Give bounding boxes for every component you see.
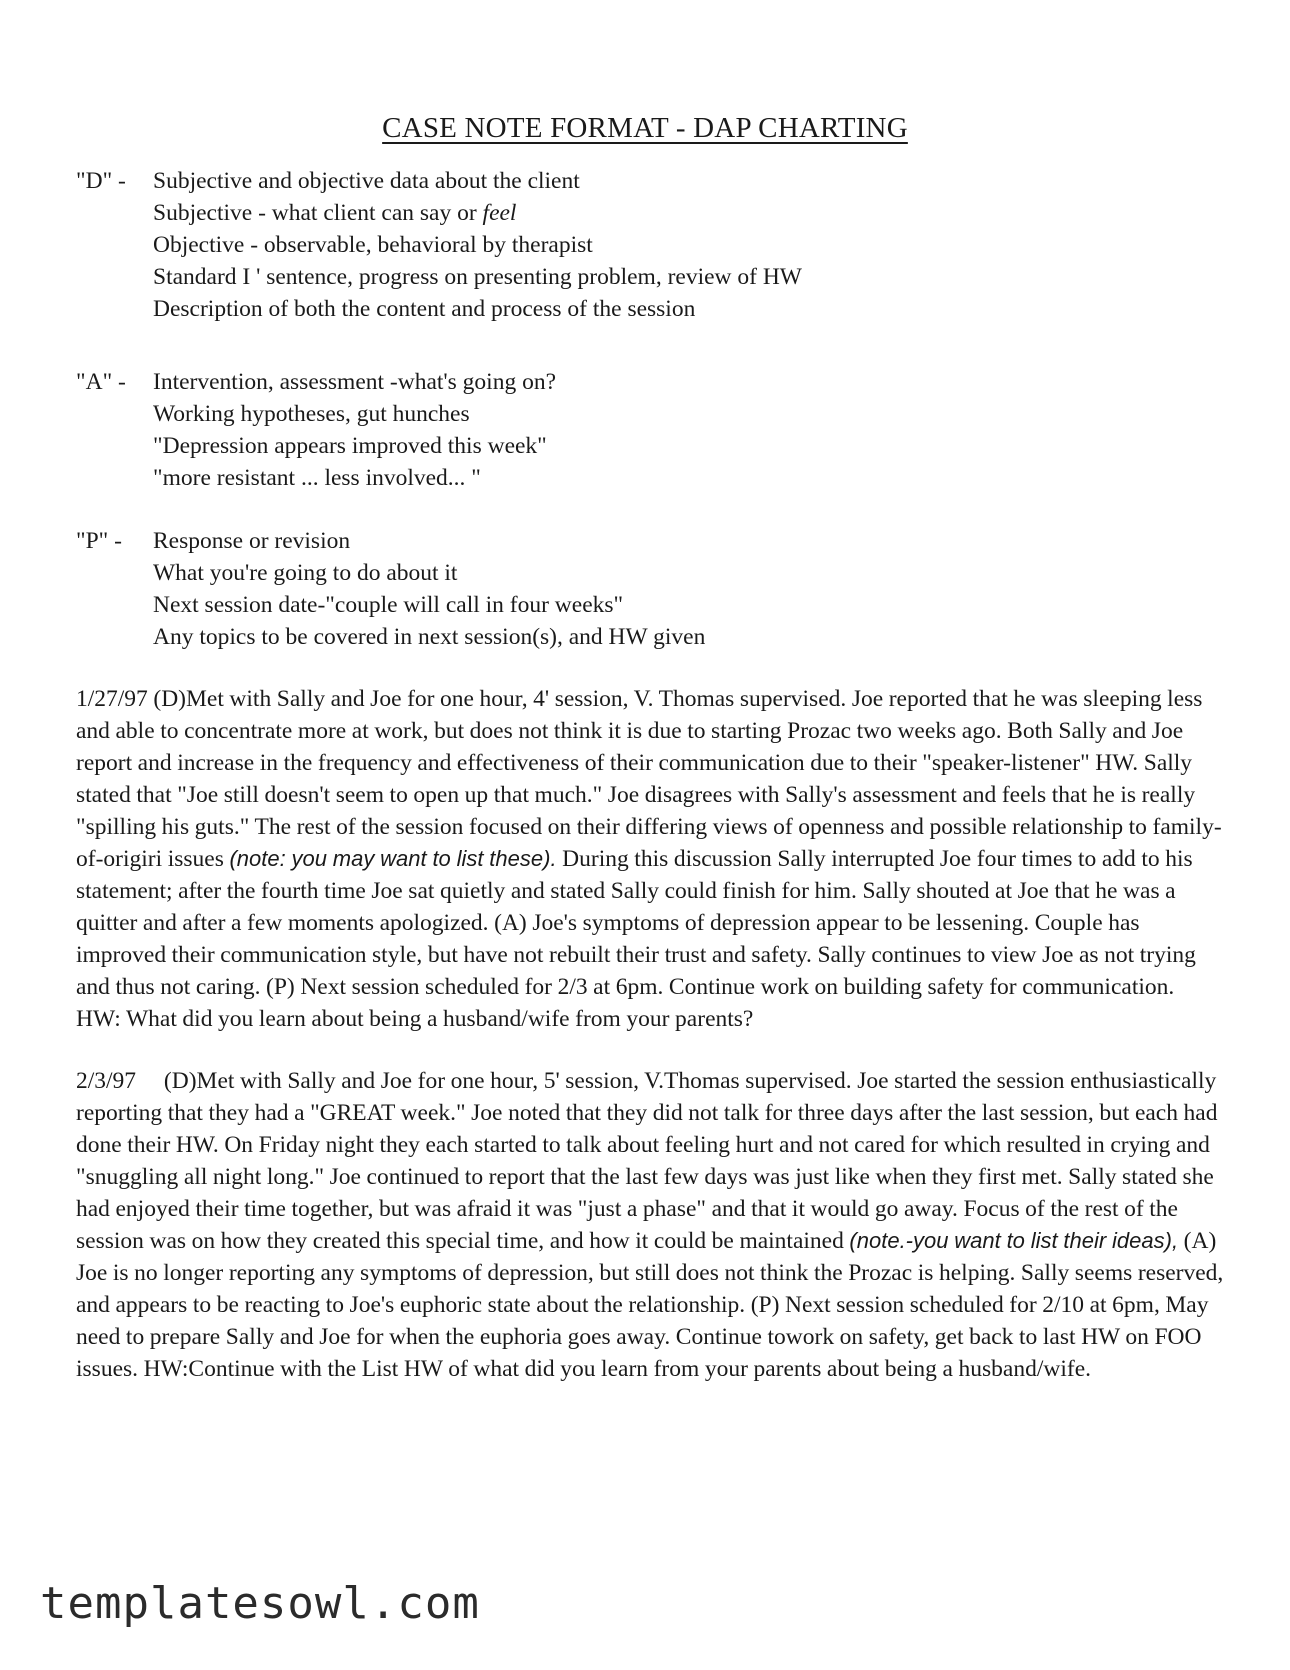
case-note-text: 2/3/97 (D)Met with Sally and Joe for one hour, 5' session, V.Thomas supervised. Joe started the session enthusiastically reporting that they had a "GREAT week." Joe noted that they did not talk for three days after the last session, but each had done their HW. On Friday night they each started to talk about feeling hurt and not cared for which resulted in crying and "snuggling all night long." Joe continued to report that the last few days was just like when they first met. Sally stated she had enjoyed their time together, but was afraid it was "just a phase" and that it would go away. Focus of the rest of the session was on how they created this special time, and how it could be maintained (76, 1068, 1218, 1254)
definition-line: Description of both the content and process of the session (153, 296, 696, 322)
definition-line-subjective: Subjective - what client can say or feel (153, 200, 517, 226)
definition-d (76, 165, 1216, 325)
definition-line: Intervention, assessment -what's going on? (153, 369, 556, 395)
definition-line: Next session date-"couple will call in four weeks" (153, 592, 624, 618)
definition-line: Objective - observable, behavioral by therapist (153, 232, 593, 258)
definition-line: Any topics to be covered in next session(s), and HW given (153, 624, 706, 650)
definition-key-d: "D" - (76, 168, 126, 194)
case-note-text: 1/27/97 (D)Met with Sally and Joe for one hour, 4' session, V. Thomas supervised. Joe reported that he was sleeping less and able to concentrate more at work, but does not think it is due to starting Prozac two weeks ago. Both Sally and Joe report and increase in the frequency and effectiveness of their communication due to their "speaker-listener" HW. Sally stated that "Joe still doesn't seem to open up that much." Joe disagrees with Sally's assessment and feels that he is really "spilling his guts." The rest of the session focused on their differing views of openness and possible relationship to family-of-origiri issues (76, 686, 1222, 872)
definition-key-p: "P" - (76, 528, 122, 554)
definition-p (76, 525, 1216, 653)
definition-line: Subjective and objective data about the client (153, 168, 580, 194)
definition-key-a: "A" - (76, 369, 126, 395)
case-note-text: (A) Joe is no longer reporting any symptoms of depression, but still does not think the Prozac is helping. Sally seems reserved, and appears to be reacting to Joe's euphoric state about the relationship. (P) Next session scheduled for 2/10 at 6pm, May need to prepare Sally and Joe for when the euphoria goes away. Continue towork on safety, get back to last HW on FOO issues. HW:Continue with the List HW of what did you learn from your parents about being a husband/wife. (76, 1228, 1224, 1382)
definition-line: Standard I ' sentence, progress on presenting problem, review of HW (153, 264, 802, 290)
definition-line: "more resistant ... less involved... " (153, 465, 481, 491)
definition-line: Response or revision (153, 528, 351, 554)
case-note-italic: (note: you may want to list these). (229, 846, 557, 871)
feel-word: feel (482, 200, 517, 226)
case-note-1 (76, 683, 1224, 1035)
case-note-italic: (note.-you want to list their ideas), (849, 1228, 1179, 1253)
definition-line: Working hypotheses, gut hunches (153, 401, 470, 427)
definition-line: What you're going to do about it (153, 560, 458, 586)
case-note-text: During this discussion Sally interrupted Joe four times to add to his statement; after the fourth time Joe sat quietly and stated Sally could finish for him. Sally shouted at Joe that he was a quitter and after a few moments apologized. (A) Joe's symptoms of depression appear to be lessening. Couple has improved their communication style, but have not rebuilt their trust and safety. Sally continues to view Joe as not trying and thus not caring. (P) Next session scheduled for 2/3 at 6pm. Continue work on building safety for communication. HW: What did you learn about being a husband/wife from your parents? (76, 846, 1196, 1032)
definition-line: "Depression appears improved this week" (153, 433, 547, 459)
case-note-2 (76, 1065, 1224, 1385)
watermark: templatesowl.com (40, 1578, 480, 1629)
page-title: CASE NOTE FORMAT - DAP CHARTING (382, 112, 908, 144)
definition-a (76, 366, 1216, 494)
